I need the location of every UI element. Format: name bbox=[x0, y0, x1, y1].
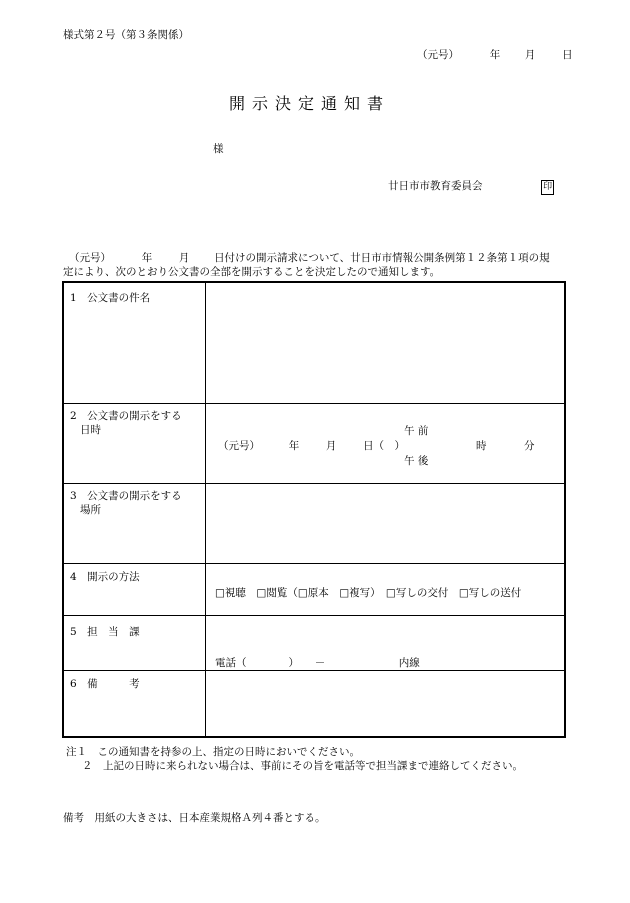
row2-hour: 時 bbox=[476, 440, 487, 452]
form-table bbox=[62, 281, 566, 738]
row-divider-4 bbox=[64, 615, 564, 616]
row2-day: 日（ ） bbox=[363, 440, 406, 452]
row3-label-2: 場所 bbox=[80, 504, 101, 516]
row2-date[interactable] bbox=[218, 438, 405, 453]
page-title: 開示決定通知書 bbox=[229, 94, 391, 113]
form-number: 様式第２号（第３条関係） bbox=[63, 29, 189, 41]
body-month: 月 bbox=[178, 252, 190, 264]
date-month: 月 bbox=[524, 49, 536, 61]
issuer bbox=[388, 178, 554, 195]
row-divider-3 bbox=[64, 563, 564, 564]
row4-options[interactable]: □視聴 □閲覧（□原本 □複写） □写しの交付 □写しの送付 bbox=[215, 587, 522, 599]
issuer-name: 廿日市市教育委員会 bbox=[388, 180, 483, 192]
row2-minute: 分 bbox=[524, 440, 535, 452]
row2-pm: 午 後 bbox=[404, 455, 429, 467]
body-year: 年 bbox=[141, 252, 153, 264]
row6-value[interactable] bbox=[206, 671, 564, 737]
row1-value[interactable] bbox=[206, 283, 564, 403]
row2-era: （元号） bbox=[218, 440, 260, 452]
row2-year: 年 bbox=[288, 440, 300, 452]
row2-label-1: 2 公文書の開示をする bbox=[70, 410, 182, 422]
body-rest: 日付けの開示請求について、廿日市市情報公開条例第１２条第１項の規 bbox=[214, 252, 550, 264]
row2-month: 月 bbox=[325, 440, 337, 452]
row4-label: 4 開示の方法 bbox=[70, 571, 140, 583]
seal-mark: 印 bbox=[541, 180, 554, 195]
note-2: ２ 上記の日時に来られない場合は、事前にその旨を電話等で担当課まで連絡してください。 bbox=[82, 760, 523, 772]
remark: 備考 用紙の大きさは、日本産業規格Ａ列４番とする。 bbox=[63, 812, 326, 824]
row3-value[interactable] bbox=[206, 483, 564, 563]
body-line-2: 定により、次のとおり公文書の全部を開示することを決定したので通知します。 bbox=[63, 266, 441, 278]
body-era: （元号） bbox=[69, 252, 111, 264]
row3-label-1: 3 公文書の開示をする bbox=[70, 490, 182, 502]
date-day: 日 bbox=[562, 49, 573, 61]
recipient-suffix: 様 bbox=[213, 143, 224, 155]
row5-phone[interactable]: 電話（ ） － 内線 bbox=[215, 657, 420, 669]
row6-label: 6 備 考 bbox=[70, 678, 140, 690]
row-divider-1 bbox=[64, 403, 564, 404]
note-1: 注１ この通知書を持参の上、指定の日時においでください。 bbox=[66, 746, 360, 758]
row2-label-2: 日時 bbox=[80, 424, 101, 436]
date-line bbox=[417, 47, 573, 62]
row1-label: 1 公文書の件名 bbox=[70, 292, 151, 304]
date-era: （元号） bbox=[417, 49, 459, 61]
row5-label: 5 担 当 課 bbox=[70, 626, 140, 638]
date-year: 年 bbox=[489, 49, 501, 61]
row2-am: 午 前 bbox=[404, 425, 429, 437]
body-line-1 bbox=[69, 250, 550, 265]
